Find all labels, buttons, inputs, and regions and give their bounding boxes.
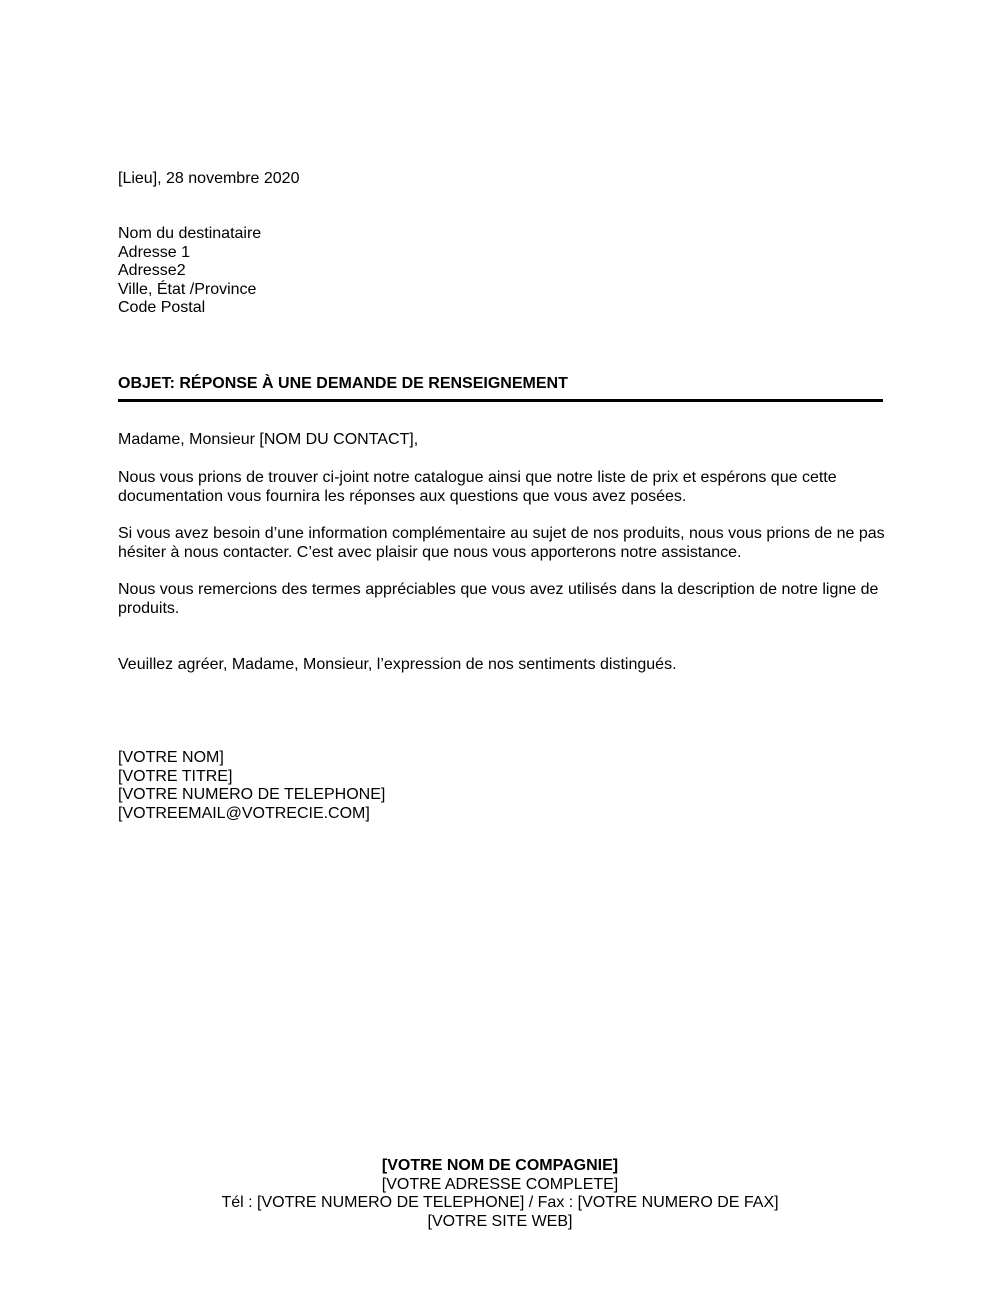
signature-name: [VOTRE NOM] <box>118 749 224 766</box>
subject-divider <box>118 399 883 402</box>
signature-block <box>118 749 385 823</box>
recipient-name: Nom du destinataire <box>118 225 262 242</box>
recipient-city-state: Ville, État /Province <box>118 280 257 298</box>
recipient-address2: Adresse2 <box>118 262 186 280</box>
body-paragraph-3: Nous vous remercions des termes appréciables que vous avez utilisés dans la description de notre ligne de produits. <box>118 581 879 617</box>
footer-website: [VOTRE SITE WEB] <box>427 1212 573 1230</box>
signature-phone: [VOTRE NUMERO DE TELEPHONE] <box>118 786 386 804</box>
signature-email: [VOTREEMAIL@VOTRECIE.COM] <box>118 804 370 822</box>
footer-contact: Tél : [VOTRE NUMERO DE TELEPHONE] / Fax : [VOTRE NUMERO DE FAX] <box>221 1194 779 1212</box>
closing-line: Veuillez agréer, Madame, Monsieur, l’expression de nos sentiments distingués. <box>118 656 677 673</box>
subject-line: OBJET: RÉPONSE À UNE DEMANDE DE RENSEIGNEMENT <box>118 375 568 392</box>
body-paragraph-1: Nous vous prions de trouver ci-joint notre catalogue ainsi que notre liste de prix et espérons que cette documentation vous fournira les réponses aux questions que vous avez posées. <box>118 469 837 505</box>
recipient-postal-code: Code Postal <box>118 299 206 317</box>
signature-title: [VOTRE TITRE] <box>118 767 233 785</box>
salutation: Madame, Monsieur [NOM DU CONTACT], <box>118 431 419 448</box>
date-line: [Lieu], 28 novembre 2020 <box>118 170 300 187</box>
recipient-address1: Adresse 1 <box>118 243 191 261</box>
recipient-block <box>118 225 261 318</box>
body-paragraph-2: Si vous avez besoin d’une information complémentaire au sujet de nos produits, nous vous prions de ne pas hésiter à nous contacter. C’est avec plaisir que nous vous apporterons notre assistance. <box>118 525 885 561</box>
footer-address: [VOTRE ADRESSE COMPLETE] <box>381 1175 619 1193</box>
footer-company-name: [VOTRE NOM DE COMPAGNIE] <box>381 1157 619 1174</box>
company-footer <box>0 1157 1000 1231</box>
